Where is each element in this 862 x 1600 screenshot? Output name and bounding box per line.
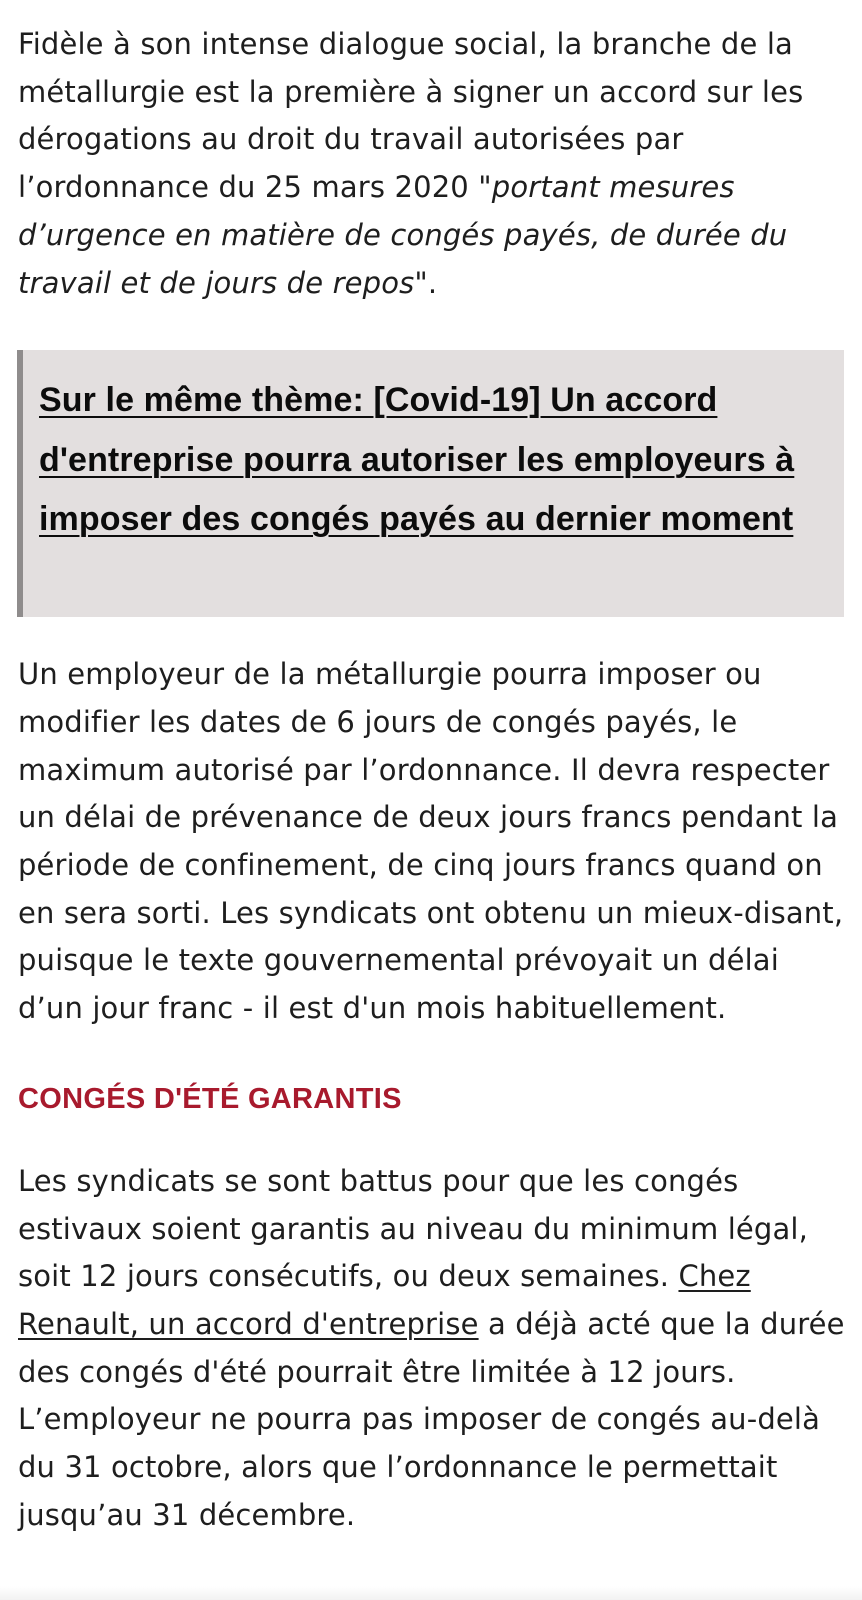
bottom-edge-shadow	[0, 1586, 862, 1600]
intro-text: Fidèle à son intense dialogue social, la branche de la métallurgie est la première à signer un accord sur les dérogations au droit du travail autorisées par l’ordonnance du 25 mars 2020	[18, 27, 804, 205]
article-body	[18, 21, 848, 1539]
intro-end: .	[427, 265, 438, 300]
section-heading: CONGÉS D'ÉTÉ GARANTIS	[18, 1082, 402, 1115]
renault-agreement-link[interactable]: Chez Renault, un accord d'entreprise	[18, 1259, 751, 1341]
summer-leave-text: Les syndicats se sont battus pour que les congés estivaux soient garantis au niveau du minimum légal, soit 12 jours consécutifs, ou deux semaines.	[18, 1163, 808, 1294]
related-article-box	[17, 350, 844, 617]
paragraph-employer-rules: Un employeur de la métallurgie pourra imposer ou modifier les dates de 6 jours de congés payés, le maximum autorisé par l’ordonnance. Il devra respecter un délai de prévenance de deux jours francs pendant la période de confinement, de cinq jours francs quand on en sera sorti. Les syndicats ont obtenu un mieux-disant, puisque le texte gouvernemental prévoyait un délai d’un jour franc - il est d'un mois habituellement.	[18, 657, 844, 1026]
paragraph-summer-leave	[18, 1158, 848, 1540]
summer-leave-text-end: a déjà acté que la durée des congés d'été pourrait être limitée à 12 jours. L’employeur ne pourra pas imposer de congés au-delà du 31 octobre, alors que l’ordonnance le permettait jusqu’au 31 décembre.	[18, 1306, 845, 1532]
related-article-link[interactable]: Sur le même thème: [Covid-19] Un accord d'entreprise pourra autoriser les employeurs à imposer des congés payés au dernier moment	[39, 381, 795, 539]
intro-paragraph	[18, 21, 848, 307]
ordinance-quote: "portant mesures d’urgence en matière de congés payés, de durée du travail et de jours de repos"	[18, 170, 788, 300]
